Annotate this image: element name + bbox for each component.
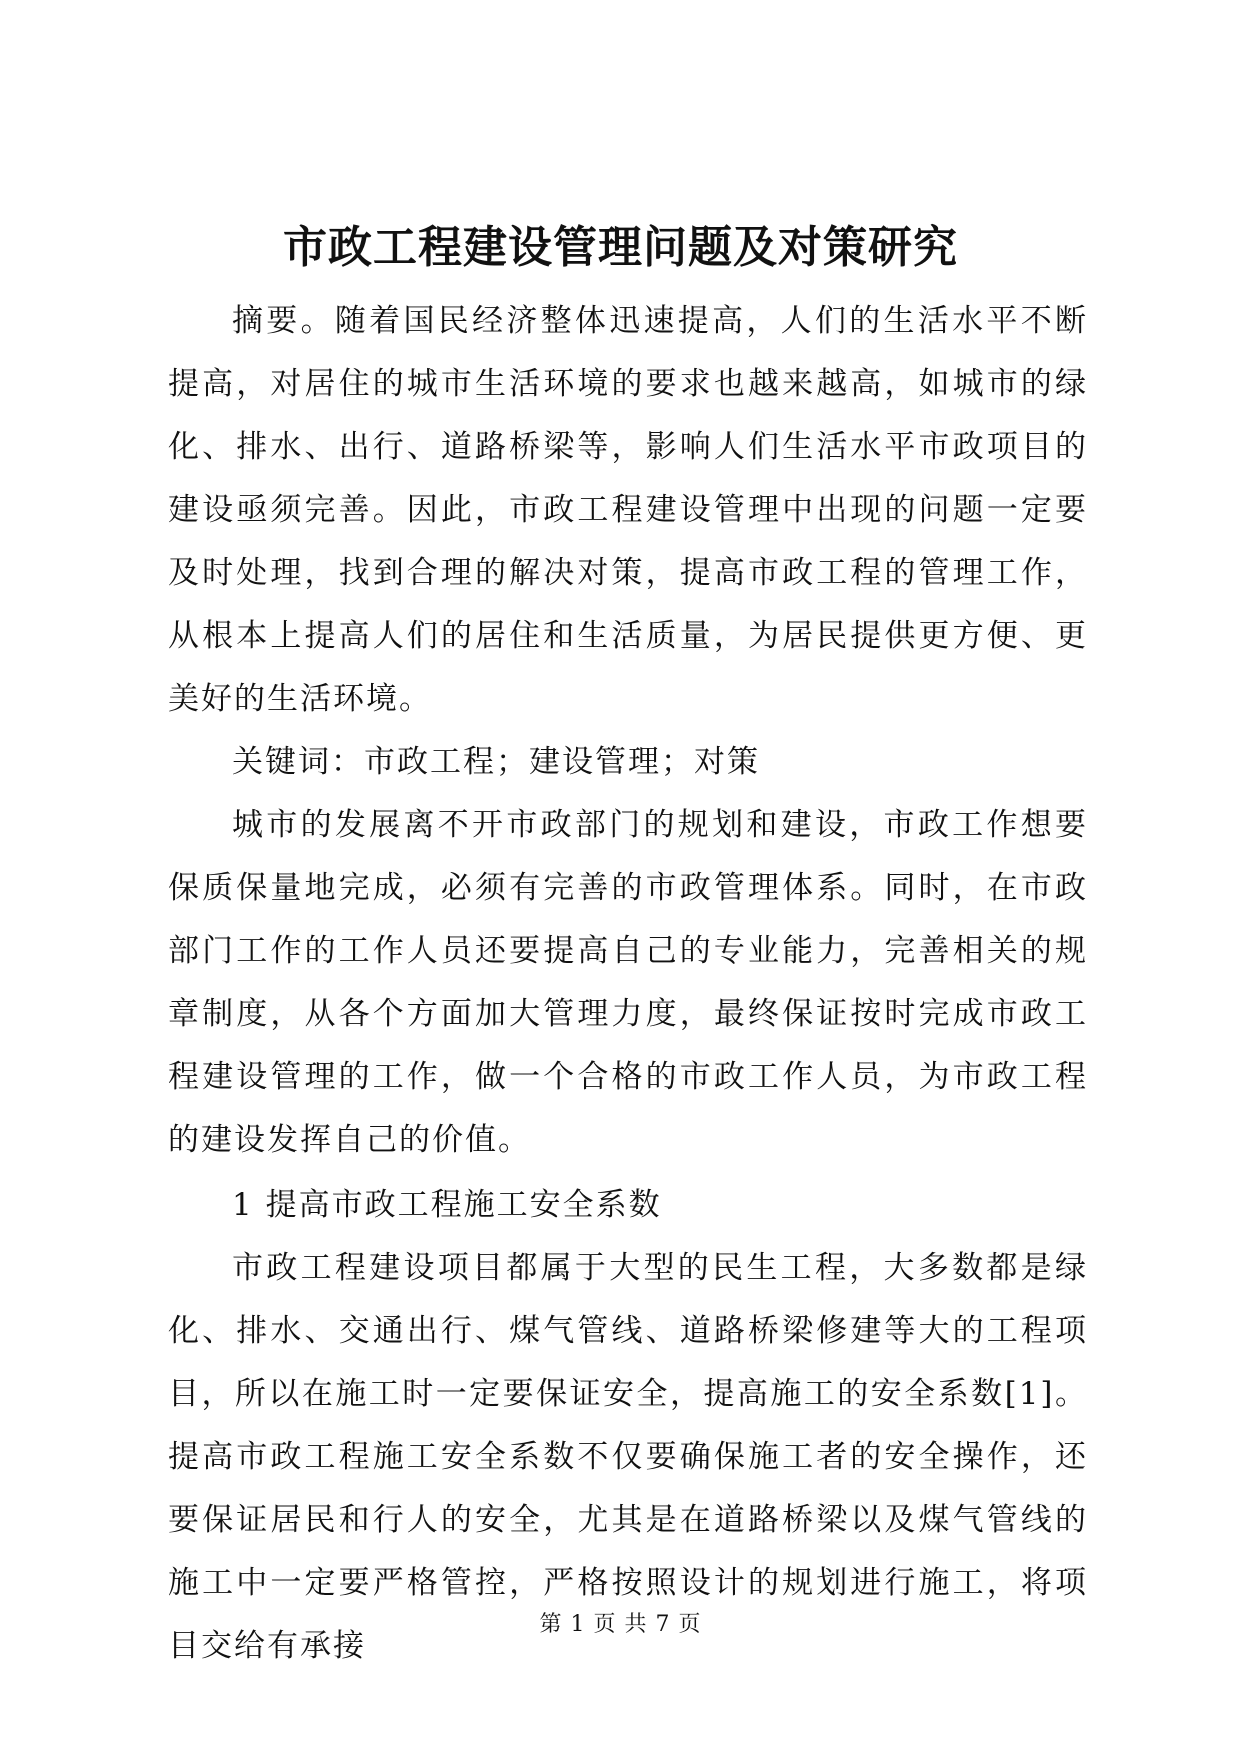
abstract-paragraph: 摘要。随着国民经济整体迅速提高，人们的生活水平不断提高，对居住的城市生活环境的要求也越来越高，如城市的绿化、排水、出行、道路桥梁等，影响人们生活水平市政项目的建设亟须完善。因此，市政工程建设管理中出现的问题一定要及时处理，找到合理的解决对策，提高市政工程的管理工作，从根本上提高人们的居住和生活质量，为居民提供更方便、更美好的生活环境。 — [168, 303, 1088, 717]
section-heading: 1 提高市政工程施工安全系数 — [232, 1187, 662, 1223]
page-title: 市政工程建设管理问题及对策研究 — [283, 222, 958, 273]
intro-paragraph: 城市的发展离不开市政部门的规划和建设，市政工作想要保质保量地完成，必须有完善的市政管理体系。同时，在市政部门工作的工作人员还要提高自己的专业能力，完善相关的规章制度，从各个方面加大管理力度，最终保证按时完成市政工程建设管理的工作，做一个合格的市政工作人员，为市政工程的建设发挥自己的价值。 — [168, 807, 1088, 1158]
document-body — [168, 290, 1088, 1678]
keywords-paragraph: 关键词：市政工程；建设管理；对策 — [232, 744, 760, 780]
section-paragraph: 市政工程建设项目都属于大型的民生工程，大多数都是绿化、排水、交通出行、煤气管线、道路桥梁修建等大的工程项目，所以在施工时一定要保证安全，提高施工的安全系数[1]。提高市政工程施工安全系数不仅要确保施工者的安全操作，还要保证居民和行人的安全，尤其是在道路桥梁以及煤气管线的施工中一定要严格管控，严格按照设计的规划进行施工，将项目交给有承接 — [168, 1250, 1088, 1664]
page-footer: 第 1 页 共 7 页 — [539, 1612, 702, 1637]
